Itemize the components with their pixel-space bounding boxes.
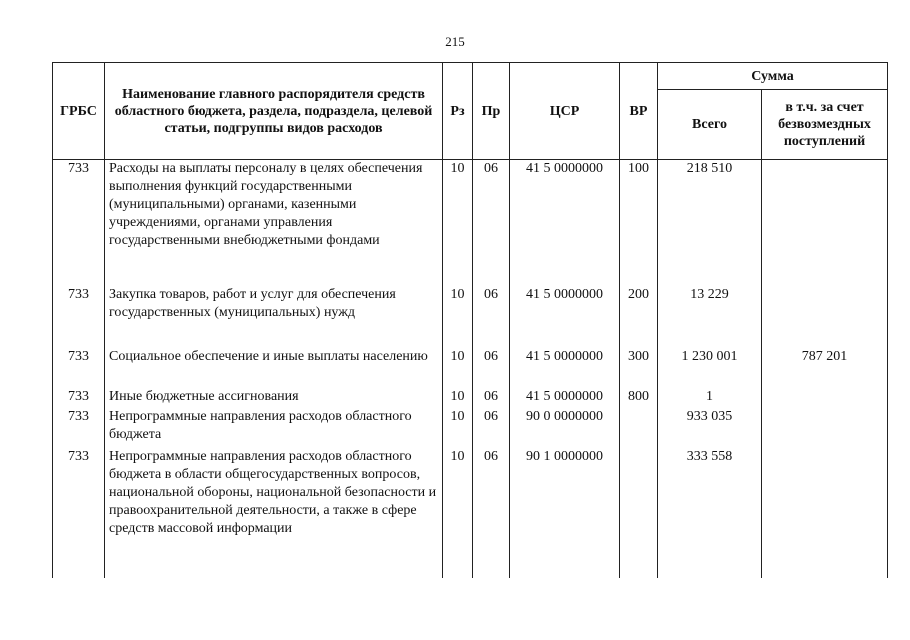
cell-name: Закупка товаров, работ и услуг для обеспечения государственных (муниципальных) нужд (105, 286, 443, 348)
header-rz: Рз (443, 63, 473, 160)
cell-rz: 10 (443, 388, 473, 408)
cell-name: Расходы на выплаты персоналу в целях обеспечения выполнения функций государственными (муниципальными) органами, казенными учреждениями, органами управления государственными внебюджетными фондами (105, 160, 443, 286)
cell-vr (620, 448, 658, 578)
cell-name: Непрограммные направления расходов областного бюджета (105, 408, 443, 448)
cell-csr: 90 1 0000000 (510, 448, 620, 578)
cell-total: 1 (658, 388, 762, 408)
cell-name: Непрограммные направления расходов областного бюджета в области общегосударственных вопросов, национальной обороны, национальной безопасности и правоохранительной деятельности, а также в сфере средств массовой информации (105, 448, 443, 578)
cell-grbs: 733 (53, 408, 105, 448)
cell-rz: 10 (443, 286, 473, 348)
cell-rz: 10 (443, 160, 473, 286)
cell-pr: 06 (473, 408, 510, 448)
cell-total: 333 558 (658, 448, 762, 578)
cell-rz: 10 (443, 448, 473, 578)
cell-free (762, 448, 888, 578)
cell-free (762, 160, 888, 286)
cell-pr: 06 (473, 160, 510, 286)
page-number: 215 (445, 34, 465, 49)
cell-total: 13 229 (658, 286, 762, 348)
cell-grbs: 733 (53, 448, 105, 578)
header-name: Наименование главного распорядителя средств областного бюджета, раздела, подраздела, целевой статьи, подгруппы видов расходов (105, 63, 443, 160)
table-row (53, 448, 888, 578)
cell-grbs: 733 (53, 348, 105, 388)
cell-vr: 200 (620, 286, 658, 348)
cell-grbs: 733 (53, 160, 105, 286)
table-row (53, 348, 888, 388)
cell-pr: 06 (473, 388, 510, 408)
header-csr: ЦСР (510, 63, 620, 160)
header-grbs: ГРБС (53, 63, 105, 160)
header-free: в т.ч. за счет безвозмездных поступлений (762, 90, 888, 160)
cell-rz: 10 (443, 408, 473, 448)
cell-name: Социальное обеспечение и иные выплаты населению (105, 348, 443, 388)
cell-vr: 800 (620, 388, 658, 408)
cell-csr: 41 5 0000000 (510, 348, 620, 388)
cell-vr (620, 408, 658, 448)
header-pr: Пр (473, 63, 510, 160)
cell-csr: 90 0 0000000 (510, 408, 620, 448)
cell-vr: 300 (620, 348, 658, 388)
cell-csr: 41 5 0000000 (510, 286, 620, 348)
cell-csr: 41 5 0000000 (510, 160, 620, 286)
cell-name: Иные бюджетные ассигнования (105, 388, 443, 408)
cell-pr: 06 (473, 348, 510, 388)
cell-grbs: 733 (53, 388, 105, 408)
cell-free: 787 201 (762, 348, 888, 388)
table-row (53, 286, 888, 348)
cell-pr: 06 (473, 448, 510, 578)
table-row (53, 408, 888, 448)
table-row (53, 160, 888, 286)
cell-total: 218 510 (658, 160, 762, 286)
cell-grbs: 733 (53, 286, 105, 348)
budget-table (52, 62, 888, 578)
header-total: Всего (658, 90, 762, 160)
table-row (53, 388, 888, 408)
cell-pr: 06 (473, 286, 510, 348)
header-sum: Сумма (658, 63, 888, 90)
cell-total: 933 035 (658, 408, 762, 448)
cell-csr: 41 5 0000000 (510, 388, 620, 408)
cell-total: 1 230 001 (658, 348, 762, 388)
header-vr: ВР (620, 63, 658, 160)
cell-vr: 100 (620, 160, 658, 286)
cell-rz: 10 (443, 348, 473, 388)
cell-free (762, 408, 888, 448)
cell-free (762, 286, 888, 348)
cell-free (762, 388, 888, 408)
